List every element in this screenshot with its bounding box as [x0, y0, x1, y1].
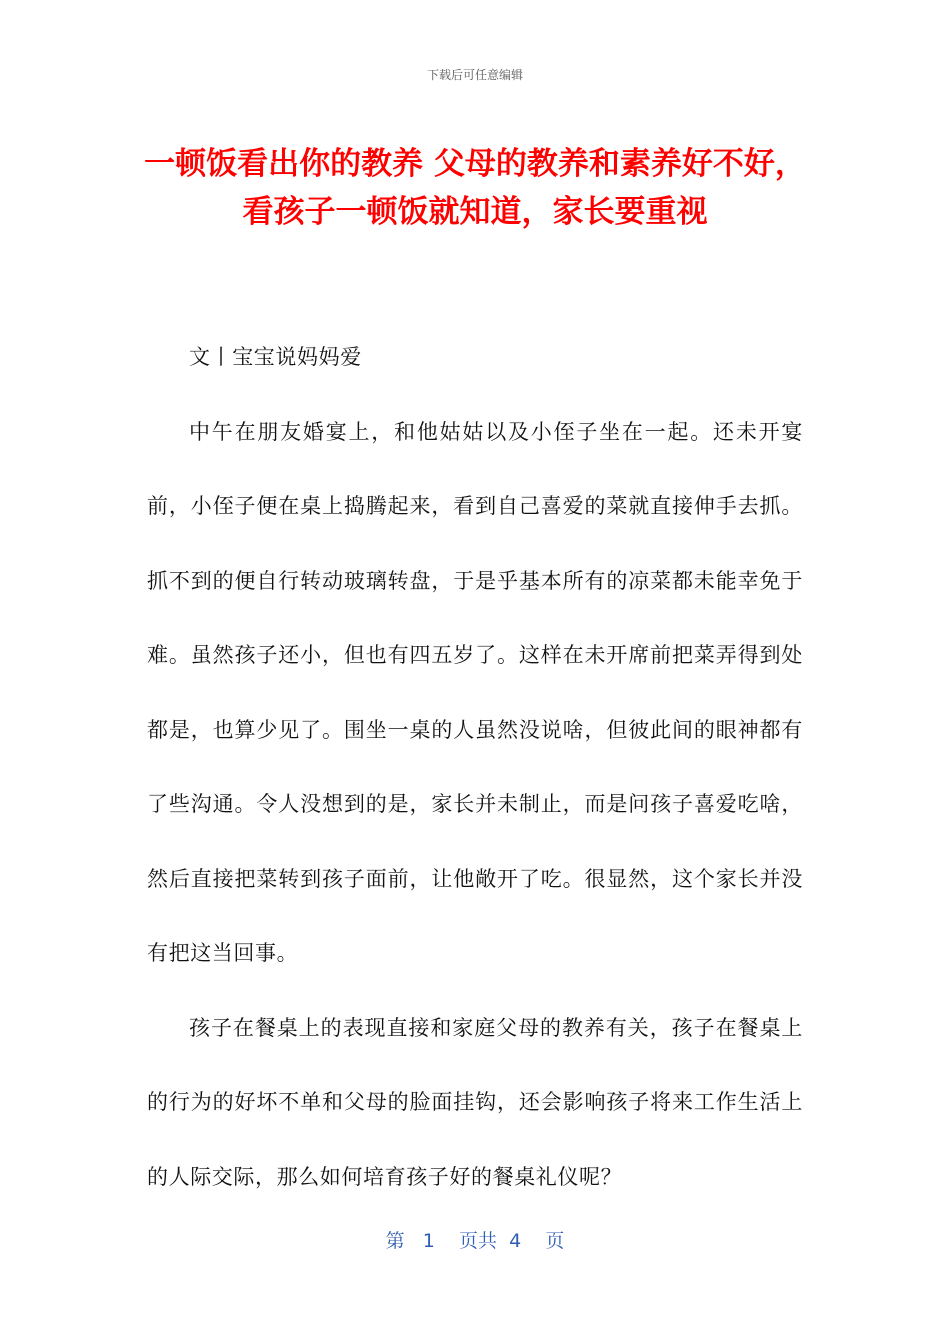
document-title: 一顿饭看出你的教养 父母的教养和素养好不好，看孩子一顿饭就知道，家长要重视	[144, 146, 806, 230]
paragraph-1: 中午在朋友婚宴上，和他姑姑以及小侄子坐在一起。还未开宴前，小侄子便在桌上捣腾起来，看到自己喜爱的菜就直接伸手去抓。抓不到的便自行转动玻璃转盘，于是乎基本所有的凉菜都未能幸免于难。虽然孩子还小，但也有四五岁了。这样在未开席前把菜弄得到处都是，也算少见了。围坐一桌的人虽然没说啥，但彼此间的眼神都有了些沟通。令人没想到的是，家长并未制止，而是问孩子喜爱吃啥，然后直接把菜转到孩子面前，让他敞开了吃。很显然，这个家长并没有把这当回事。	[147, 419, 803, 965]
footer-prefix: 第	[385, 1230, 405, 1252]
current-page-number: 1	[422, 1230, 435, 1252]
page-footer	[0, 1226, 950, 1253]
footer-suffix: 页	[545, 1230, 565, 1252]
total-page-number: 4	[509, 1230, 522, 1252]
paragraph-2: 孩子在餐桌上的表现直接和家庭父母的教养有关，孩子在餐桌上的行为的好坏不单和父母的脸面挂钩，还会影响孩子将来工作生活上的人际交际，那么如何培育孩子好的餐桌礼仪呢？	[147, 1015, 803, 1189]
footer-middle: 页共	[459, 1230, 498, 1252]
header-note: 下载后可任意编辑	[426, 68, 523, 82]
byline: 文丨宝宝说妈妈爱	[189, 345, 362, 369]
document-body	[147, 320, 803, 1214]
